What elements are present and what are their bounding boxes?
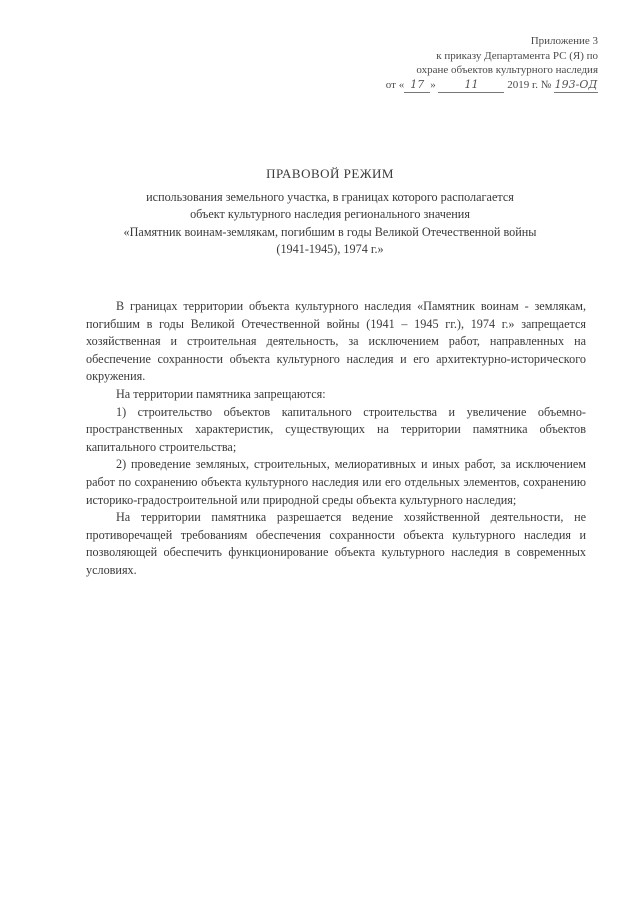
paragraph-item-2: 2) проведение земляных, строительных, мелиоративных и иных работ, за исключением работ по сохранению объекта культурного наследия или его отдельных элементов, сохранению историко-градостроительной или природной среды объекта культурного наследия; [86, 457, 586, 507]
document-title: ПРАВОВОЙ РЕЖИМ [266, 166, 394, 181]
title-line-1: использования земельного участка, в границах которого располагается [146, 189, 514, 204]
annex-date-line [348, 78, 598, 94]
order-number: 193-ОД [554, 78, 598, 94]
title-line-3: «Памятник воинам-землякам, погибшим в годы Великой Отечественной войны [123, 224, 537, 239]
date-day: 17 [404, 78, 430, 94]
date-prefix: от « [385, 78, 405, 91]
title-line-4: (1941-1945), 1974 г.» [276, 242, 384, 256]
paragraph-boundaries: В границах территории объекта культурного наследия «Памятник воинам - землякам, погибшим в годы Великой Отечественной войны (1941 – 1945 гг.), 1974 г.» запрещается хозяйственная и строительная деятельность, за исключением работ, направленных на обеспечение сохранности объекта культурного наследия и его архитектурно-исторического окружения. [86, 299, 586, 384]
annex-line-3: охране объектов культурного наследия [416, 64, 598, 76]
date-mid: » [430, 78, 436, 91]
annex-line-1: Приложение 3 [530, 35, 598, 47]
paragraph-prohibited-intro: На территории памятника запрещаются: [116, 386, 326, 401]
annex-header [348, 34, 598, 93]
paragraph-permitted: На территории памятника разрешается ведение хозяйственной деятельности, не противоречащей требованиям обеспечения сохранности объекта культурного наследия и позволяющей обеспечить функционирование объекта культурного наследия в современных условиях. [86, 510, 586, 577]
document-body [86, 298, 586, 580]
title-line-2: объект культурного наследия регионального значения [190, 207, 470, 221]
document-title-block [90, 165, 570, 259]
date-month: 11 [438, 78, 504, 94]
paragraph-item-1: 1) строительство объектов капитального строительства и увеличение объемно-пространственных характеристик, существующих на территории памятника объектов капитального строительства; [86, 404, 586, 454]
date-year: 2019 г. № [507, 78, 552, 91]
annex-line-2: к приказу Департамента РС (Я) по [436, 49, 598, 62]
